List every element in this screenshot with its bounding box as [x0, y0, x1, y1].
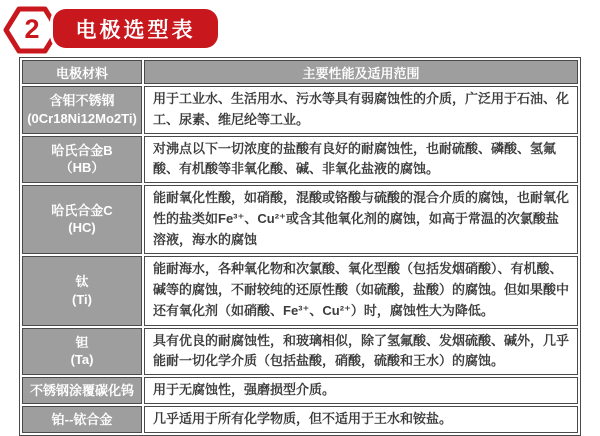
header-material: 电极材料 — [22, 60, 142, 84]
material-grade: （HB） — [59, 160, 105, 176]
description-cell: 能耐氧化性酸，如硝酸，混酸或铬酸与硫酸的混合介质的腐蚀，也耐氧化性的盐类如Fe³⁺、Cu²⁺或含其他氧化剂的腐蚀，如高于常温的次氯酸盐溶液，海水的腐蚀 — [144, 185, 578, 253]
description-cell: 能耐海水，各种氧化物和次氯酸、氧化型酸（包括发烟硝酸）、有机酸、碱等的腐蚀，不耐较纯的还原性酸（如硫酸，盐酸）的腐蚀。但如果酸中还有氧化剂（如硝酸、Fe³⁺、Cu²⁺）时，腐蚀性大为降低。 — [144, 256, 578, 326]
page-header — [0, 0, 600, 57]
description-cell: 具有优良的耐腐蚀性，和玻璃相似，除了氢氟酸、发烟硫酸、碱外，几乎能耐一切化学介质（包括盐酸，硝酸，硫酸和王水）的腐蚀。 — [144, 328, 578, 376]
table-row — [22, 256, 578, 326]
material-name: 含钼不锈钢 — [49, 93, 115, 109]
material-name: 哈氏合金B — [51, 142, 113, 158]
description-cell: 用于工业水、生活用水、污水等具有弱腐蚀性的介质，广泛用于石油、化工、尿素、维尼纶等工业。 — [144, 86, 578, 134]
material-cell — [22, 136, 142, 184]
electrode-table-container — [0, 57, 600, 436]
table-row — [22, 86, 578, 134]
table-row — [22, 328, 578, 376]
material-name: 钛 — [75, 274, 89, 290]
material-grade: (HC) — [68, 220, 96, 236]
header-description: 主要性能及适用范围 — [144, 60, 578, 84]
electrode-selection-table — [19, 57, 581, 436]
material-cell — [22, 256, 142, 326]
material-grade: (Ti) — [72, 291, 92, 307]
description-cell: 用于无腐蚀性，强磨损型介质。 — [144, 377, 578, 404]
description-cell: 对沸点以下一切浓度的盐酸有良好的耐腐蚀性，也耐硫酸、磷酸、氢氟酸、有机酸等非氧化酸、碱、非氧化盐液的腐蚀。 — [144, 136, 578, 184]
table-row — [22, 185, 578, 253]
table-header-row — [22, 60, 578, 84]
table-row — [22, 136, 578, 184]
material-cell: 不锈钢涂覆碳化钨 — [22, 377, 142, 404]
material-cell: 铂--铱合金 — [22, 406, 142, 433]
material-cell — [22, 185, 142, 253]
material-grade: (0Cr18Ni12Mo2Ti) — [27, 110, 137, 126]
page-title: 电极选型表 — [53, 9, 218, 48]
material-cell — [22, 328, 142, 376]
material-name: 钽 — [75, 334, 89, 350]
description-cell: 几乎适用于所有化学物质，但不适用于王水和铵盐。 — [144, 406, 578, 433]
material-name: 哈氏合金C — [51, 202, 113, 218]
material-cell — [22, 86, 142, 134]
material-grade: (Ta) — [70, 352, 94, 368]
table-row — [22, 406, 578, 433]
table-row — [22, 377, 578, 404]
section-number: 2 — [24, 13, 40, 44]
